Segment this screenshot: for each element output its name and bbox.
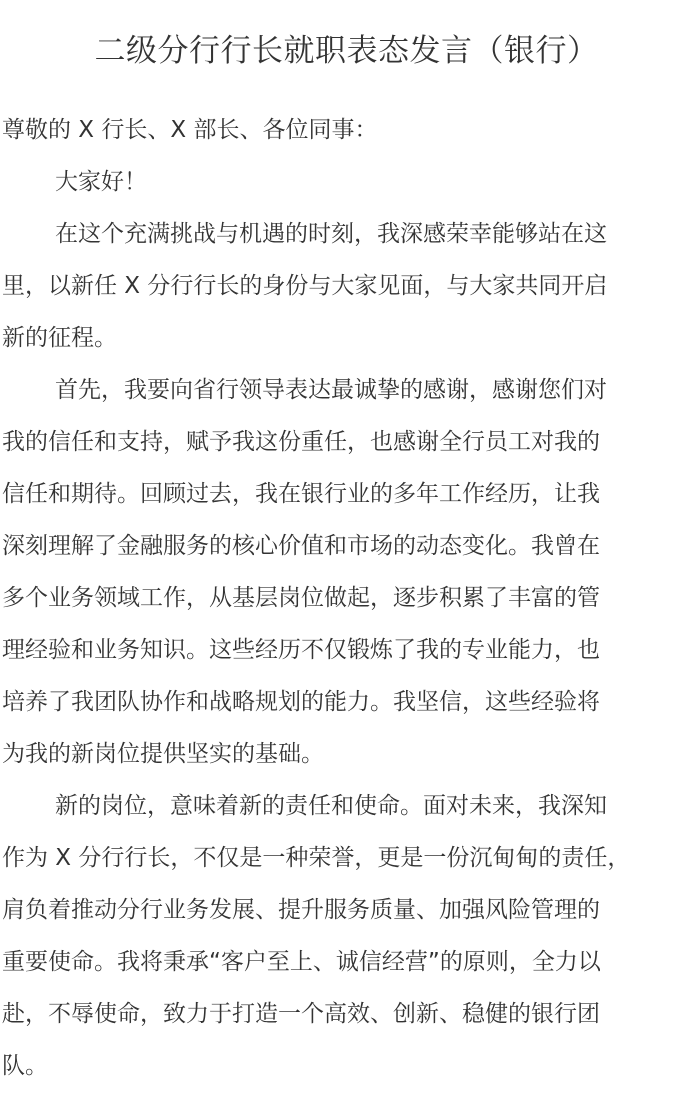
paragraph-3-line: 肩负着推动分行业务发展、提升服务质量、加强风险管理的 bbox=[2, 897, 600, 923]
paragraph-2-line: 我的信任和支持，赋予我这份重任，也感谢全行员工对我的 bbox=[2, 429, 600, 455]
paragraph-3-line: 赴，不辱使命，致力于打造一个高效、创新、稳健的银行团 bbox=[2, 1001, 600, 1027]
paragraph-1-line: 新的征程。 bbox=[2, 325, 117, 351]
paragraph-2-line: 深刻理解了金融服务的核心价值和市场的动态变化。我曾在 bbox=[2, 533, 600, 559]
paragraph-1-line: 在这个充满挑战与机遇的时刻，我深感荣幸能够站在这 bbox=[55, 221, 607, 247]
paragraph-2-line: 为我的新岗位提供坚实的基础。 bbox=[2, 741, 324, 767]
document-body bbox=[2, 104, 692, 1092]
paragraph-3-line: 新的岗位，意味着新的责任和使命。面对未来，我深知 bbox=[55, 793, 607, 819]
paragraph-2-line: 多个业务领域工作，从基层岗位做起，逐步积累了丰富的管 bbox=[2, 585, 600, 611]
paragraph-3-line: 重要使命。我将秉承“客户至上、诚信经营”的原则，全力以 bbox=[2, 949, 601, 975]
document-title: 二级分行行长就职表态发言（银行） bbox=[94, 33, 599, 69]
paragraph-3-line: 队。 bbox=[2, 1053, 48, 1079]
greeting: 大家好！ bbox=[55, 169, 147, 195]
paragraph-3-line: 作为 X 分行行长，不仅是一种荣誉，更是一份沉甸甸的责任， bbox=[2, 845, 631, 871]
paragraph-1-line: 里，以新任 X 分行行长的身份与大家见面，与大家共同开启 bbox=[2, 273, 608, 299]
paragraph-2-line: 首先，我要向省行领导表达最诚挚的感谢，感谢您们对 bbox=[55, 377, 607, 403]
paragraph-2-line: 理经验和业务知识。这些经历不仅锻炼了我的专业能力，也 bbox=[2, 637, 600, 663]
salutation: 尊敬的 X 行长、X 部长、各位同事： bbox=[2, 117, 378, 143]
paragraph-2-line: 培养了我团队协作和战略规划的能力。我坚信，这些经验将 bbox=[2, 689, 600, 715]
paragraph-2-line: 信任和期待。回顾过去，我在银行业的多年工作经历，让我 bbox=[2, 481, 600, 507]
